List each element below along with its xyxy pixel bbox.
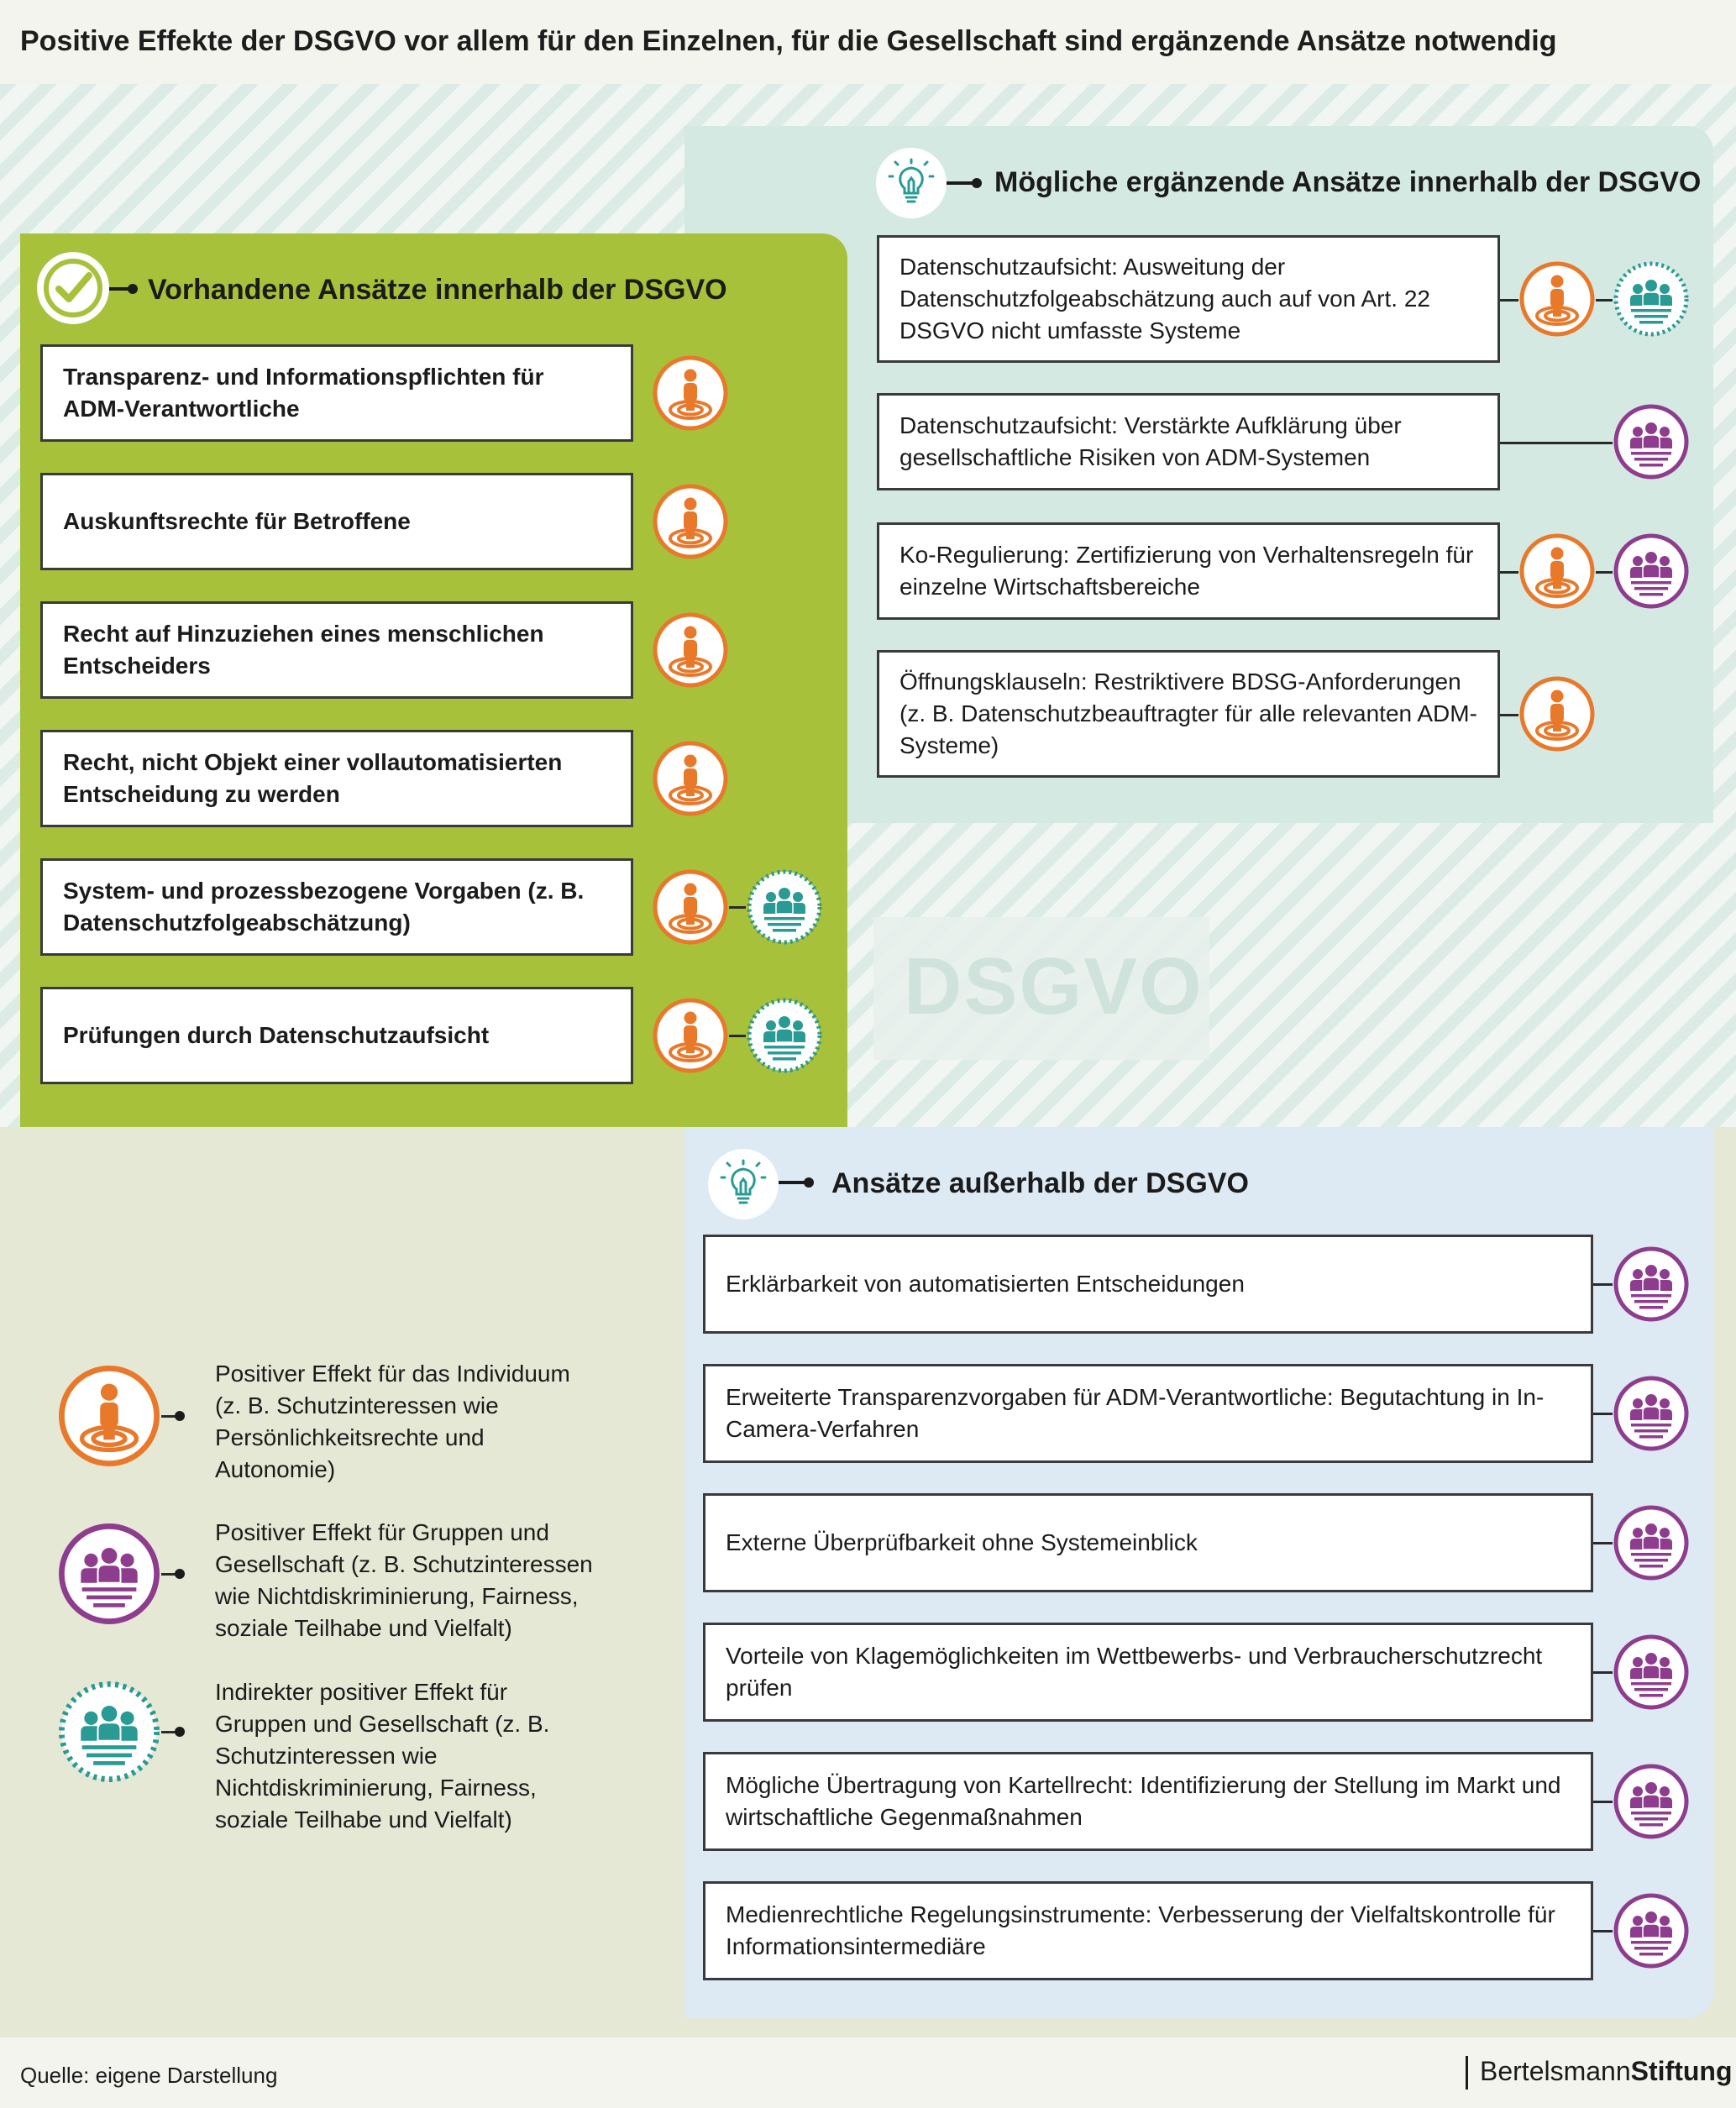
outside-item-text: Externe Überprüfbarkeit ohne Systemeinblick xyxy=(726,1529,1198,1555)
legend-connector-dot xyxy=(175,1411,185,1421)
outside-item-box xyxy=(703,1881,1593,1980)
icon-connector xyxy=(1500,571,1518,574)
outside-item-text: Medienrechtliche Regelungsinstrumente: Verbesserung der Vielfaltskontrolle für Informationsintermediäre xyxy=(726,1901,1555,1959)
individual-icon xyxy=(1518,532,1596,610)
brand-logo xyxy=(1466,2056,1732,2090)
legend-individual-text: Positiver Effekt für das Individuum (z. B. Schutzinteressen wie Persönlichkeitsrechte und Autonomie) xyxy=(215,1361,570,1482)
group-icon xyxy=(1613,532,1690,610)
icon-connector xyxy=(1593,1671,1613,1674)
individual-icon xyxy=(652,997,729,1074)
brand-bold: Stiftung xyxy=(1630,2056,1733,2086)
legend-individual-icon xyxy=(57,1364,161,1468)
existing-section-title: Vorhandene Ansätze innerhalb der DSGVO xyxy=(148,274,727,306)
outside-item-box xyxy=(703,1752,1593,1851)
legend-group-indirect-icon xyxy=(57,1680,161,1784)
outside-item-text: Erweiterte Transparenzvorgaben für ADM-Verantwortliche: Begutachtung in In-Camera-Verfahren xyxy=(726,1384,1545,1442)
legend-connector-dot xyxy=(175,1727,185,1737)
header-connector xyxy=(947,181,975,185)
icon-connector xyxy=(1596,571,1613,574)
existing-item-box xyxy=(40,473,633,570)
existing-item-box xyxy=(40,601,633,699)
existing-item-box xyxy=(40,344,633,442)
group-indirect-icon xyxy=(1613,260,1690,338)
individual-icon xyxy=(652,354,729,432)
group-icon xyxy=(1613,1504,1690,1581)
page-title: Positive Effekte der DSGVO vor allem für den Einzelnen, für die Gesellschaft sind ergänzende Ansätze notwendig xyxy=(20,25,1557,57)
group-icon xyxy=(1613,1763,1690,1840)
outside-section-title: Ansätze außerhalb der DSGVO xyxy=(831,1167,1249,1199)
icon-connector xyxy=(1500,442,1613,444)
possible-item-text: Datenschutzaufsicht: Verstärkte Aufklärung über gesellschaftliche Risiken von ADM-Systemen xyxy=(899,412,1402,470)
possible-item-box xyxy=(877,393,1500,490)
icon-connector xyxy=(729,906,746,909)
individual-icon xyxy=(652,868,729,946)
existing-item-text: Recht auf Hinzuziehen eines menschlichen Entscheiders xyxy=(63,621,544,679)
header-connector-dot xyxy=(804,1177,814,1188)
icon-connector xyxy=(1500,714,1518,716)
icon-connector xyxy=(1593,1801,1613,1803)
group-indirect-icon xyxy=(746,997,823,1074)
outside-item-box xyxy=(703,1493,1593,1592)
source-note: Quelle: eigene Darstellung xyxy=(20,2063,278,2088)
outside-item-text: Mögliche Übertragung von Kartellrecht: Identifizierung der Stellung im Markt und wirtschaftliche Gegenmaßnahmen xyxy=(726,1772,1561,1830)
icon-connector xyxy=(1593,1542,1613,1544)
existing-item-text: Auskunftsrechte für Betroffene xyxy=(63,508,411,534)
possible-item-box xyxy=(877,650,1500,778)
lightbulb-icon xyxy=(876,148,947,218)
icon-connector xyxy=(729,1035,746,1037)
existing-item-box xyxy=(40,730,633,827)
possible-item-text: Öffnungsklauseln: Restriktivere BDSG-Anforderungen (z. B. Datenschutzbeauftragter für alle relevanten ADM-Systeme) xyxy=(899,669,1477,758)
possible-item-text: Ko-Regulierung: Zertifizierung von Verhaltensregeln für einzelne Wirtschaftsbereiche xyxy=(899,542,1474,600)
existing-item-box xyxy=(40,858,633,956)
header-connector xyxy=(779,1181,807,1184)
possible-item-box xyxy=(877,522,1500,620)
existing-item-text: System- und prozessbezogene Vorgaben (z. B. Datenschutzfolgeabschätzung) xyxy=(63,878,585,936)
lightbulb-icon xyxy=(708,1149,779,1219)
outside-item-text: Vorteile von Klagemöglichkeiten im Wettbewerbs- und Verbraucherschutzrecht prüfen xyxy=(726,1643,1543,1701)
icon-connector xyxy=(1593,1413,1613,1415)
existing-item-box xyxy=(40,987,633,1084)
legend-group-indirect-text: Indirekter positiver Effekt für Gruppen und Gesellschaft (z. B. Schutzinteressen wie Nichtdiskriminierung, Fairness, soziale Teilhabe und Vielfalt) xyxy=(215,1679,550,1833)
possible-item-box xyxy=(877,235,1500,363)
group-icon xyxy=(1613,403,1690,480)
icon-connector xyxy=(1500,299,1518,302)
existing-item-text: Recht, nicht Objekt einer vollautomatisierten Entscheidung zu werden xyxy=(63,749,563,807)
individual-icon xyxy=(652,483,729,560)
group-icon xyxy=(1613,1633,1690,1711)
outside-item-text: Erklärbarkeit von automatisierten Entscheidungen xyxy=(726,1271,1245,1297)
icon-connector xyxy=(1593,1930,1613,1932)
individual-icon xyxy=(652,740,729,817)
outside-item-box xyxy=(703,1364,1593,1463)
existing-item-text: Prüfungen durch Datenschutzaufsicht xyxy=(63,1022,490,1048)
brand-regular: Bertelsmann xyxy=(1480,2056,1631,2086)
legend-group-icon xyxy=(57,1522,161,1626)
outside-item-box xyxy=(703,1235,1593,1334)
checkmark-icon xyxy=(37,252,109,324)
group-icon xyxy=(1613,1892,1690,1969)
group-icon xyxy=(1613,1375,1690,1452)
icon-connector xyxy=(1596,299,1613,302)
group-icon xyxy=(1613,1245,1690,1323)
outside-item-box xyxy=(703,1623,1593,1722)
legend-group-text: Positiver Effekt für Gruppen und Gesellschaft (z. B. Schutzinteressen wie Nichtdiskriminierung, Fairness, soziale Teilhabe und Vielfalt) xyxy=(215,1519,593,1641)
watermark-text: DSGVO xyxy=(904,941,1204,1031)
possible-section-title: Mögliche ergänzende Ansätze innerhalb der DSGVO xyxy=(994,166,1702,198)
icon-connector xyxy=(1593,1283,1613,1286)
group-indirect-icon xyxy=(746,868,823,946)
header-connector-dot xyxy=(972,178,982,188)
existing-item-text: Transparenz- und Informationspflichten für ADM-Verantwortliche xyxy=(63,364,544,422)
individual-icon xyxy=(652,611,729,689)
legend-connector-dot xyxy=(175,1569,185,1579)
header-connector-dot xyxy=(128,284,138,294)
possible-item-text: Datenschutzaufsicht: Ausweitung der Datenschutzfolgeabschätzung auch auf von Art. 22 DSGVO nicht umfasste Systeme xyxy=(899,254,1430,343)
individual-icon xyxy=(1518,675,1596,752)
individual-icon xyxy=(1518,260,1596,338)
